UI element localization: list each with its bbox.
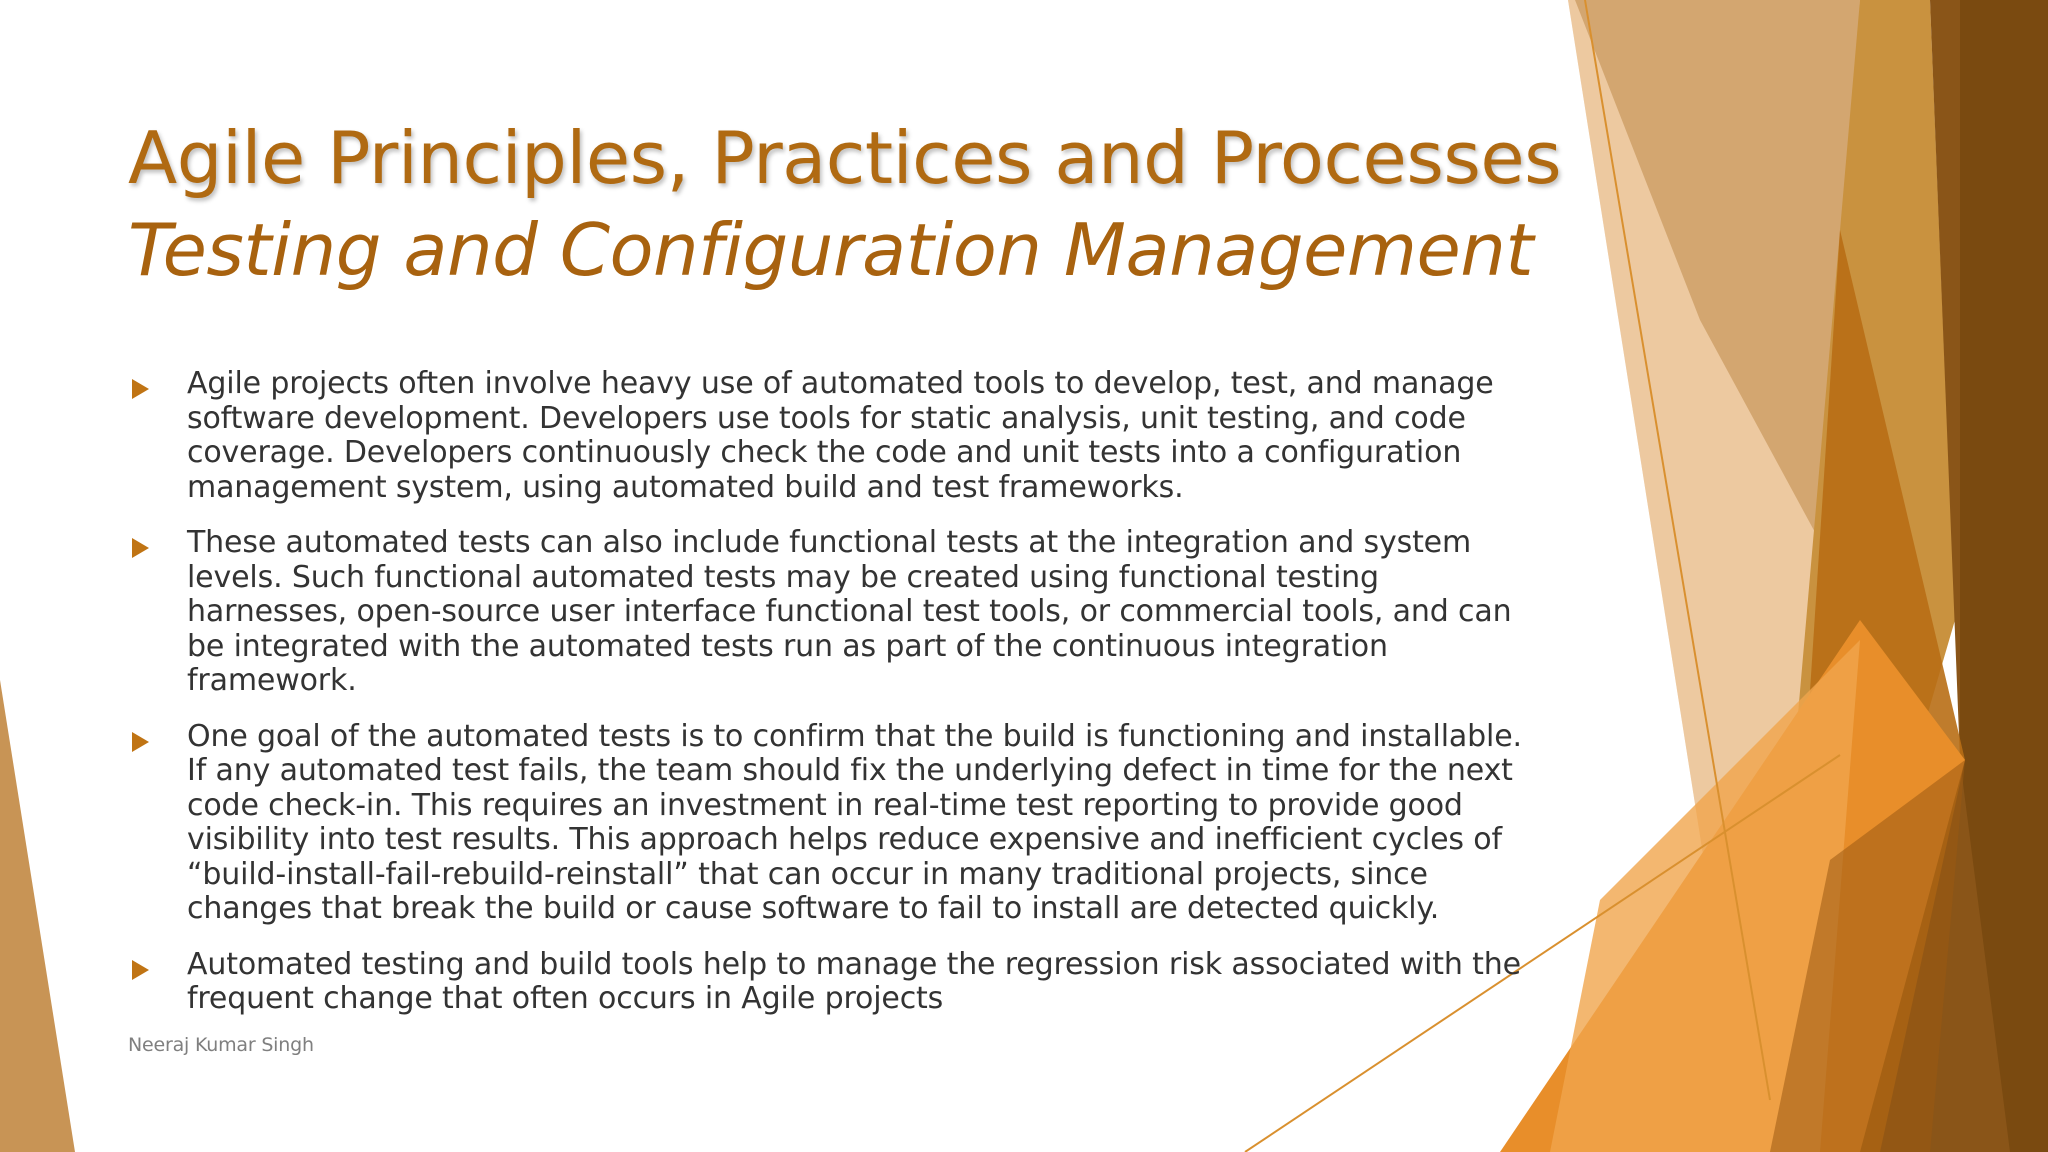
slide-subtitle: Testing and Configuration Management: [128, 208, 1534, 292]
bullet-item: [128, 948, 1548, 1017]
facet-left: [0, 680, 75, 1152]
bullet-list: [128, 367, 1548, 1038]
bullet-item: [128, 367, 1548, 505]
bullet-item: [128, 720, 1548, 927]
triangle-bullet-icon: [132, 732, 149, 752]
triangle-bullet-icon: [132, 379, 149, 399]
triangle-bullet-icon: [132, 538, 149, 558]
bullet-text: Agile projects often involve heavy use of automated tools to develop, test, and manage software development. Developers use tools for static analysis, unit testing, and code coverage. Developers continuously check the code and unit tests into a configuration management system, using automated build and test frameworks.: [187, 366, 1494, 505]
title-block: [128, 112, 1562, 296]
bullet-item: [128, 526, 1548, 699]
bullet-text: Automated testing and build tools help to manage the regression risk associated with the frequent change that often occurs in Agile projects: [187, 946, 1521, 1016]
triangle-bullet-icon: [132, 960, 149, 980]
slide-footer: Neeraj Kumar Singh: [128, 1034, 314, 1056]
bullet-text: One goal of the automated tests is to confirm that the build is functioning and installable. If any automated test fails, the team should fix the underlying defect in time for the next code check-in. This requires an investment in real-time test reporting to provide good visibility into test results. This approach helps reduce expensive and inefficient cycles of “build-install-fail-rebuild-reinstall” that can occur in many traditional projects, since changes that break the build or cause software to fail to install are detected quickly.: [187, 718, 1522, 926]
bullet-text: These automated tests can also include functional tests at the integration and system levels. Such functional automated tests may be created using functional testing harnesses, open-source user interface functional test tools, or commercial tools, and can be integrated with the automated tests run as part of the continuous integration framework.: [187, 525, 1512, 698]
slide-title: Agile Principles, Practices and Processes: [128, 116, 1562, 200]
